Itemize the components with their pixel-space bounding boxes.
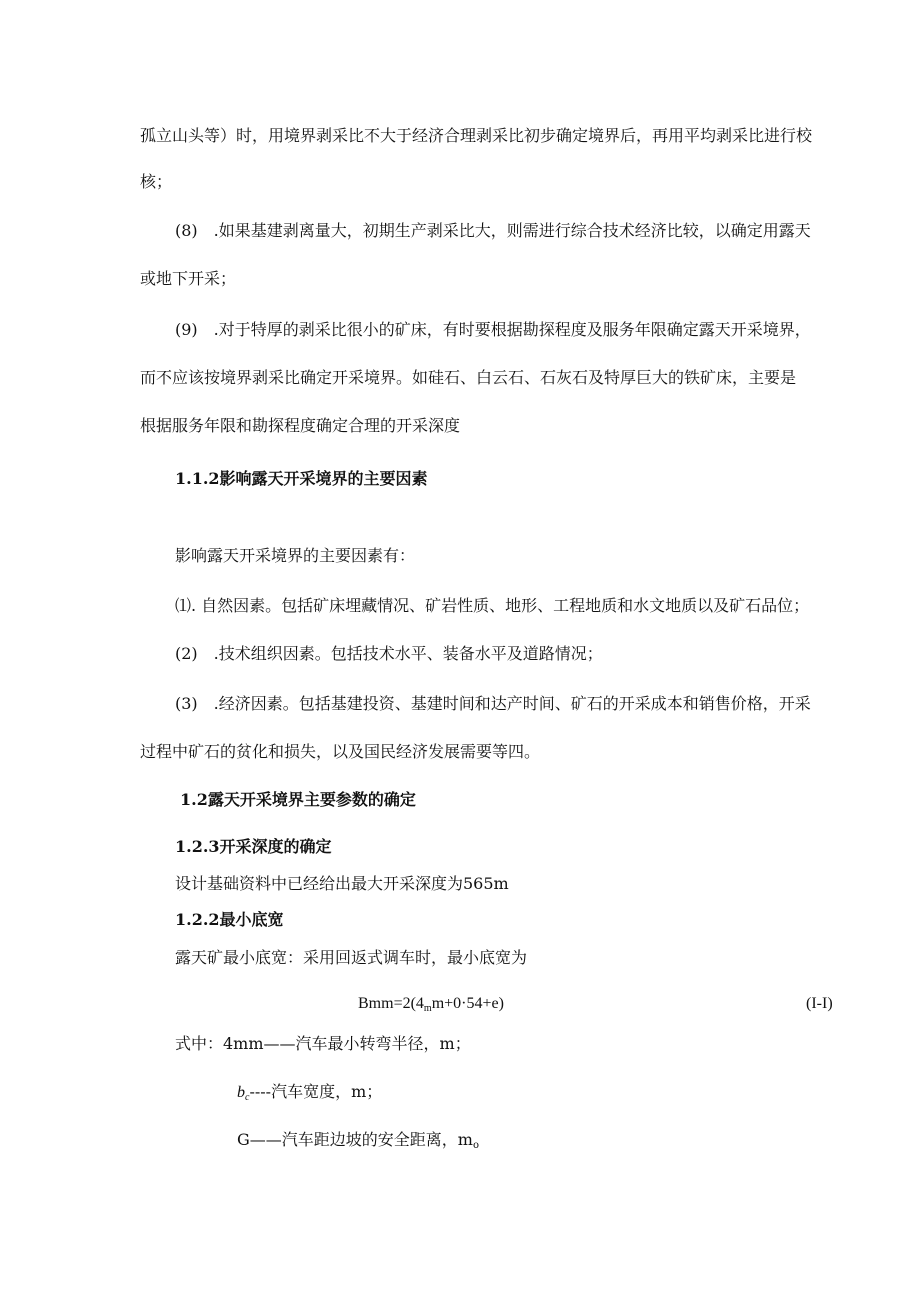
formula-number: (I-I) [806, 995, 833, 1012]
formula-part: m+0·54+e) [431, 995, 504, 1012]
section-heading-1-2-2: 1.2.2最小底宽 [175, 910, 284, 929]
paragraph-line: 孤立山头等）时，用境界剥采比不大于经济合理剥采比初步确定境界后，再用平均剥采比进行校 [140, 126, 813, 145]
paragraph-line: 核； [140, 172, 173, 191]
formula-subscript: m [423, 1003, 432, 1014]
formula [358, 993, 504, 1020]
list-item-8-line: (8) .如果基建剥离量大，初期生产剥采比大，则需进行综合技术经济比较，以确定用露天 [175, 221, 811, 240]
where-text: G——汽车距边坡的安全距离，m [237, 1130, 473, 1149]
symbol-b: b [237, 1084, 245, 1101]
symbol-subscript: c [245, 1092, 250, 1103]
factor-item-1: ⑴. 自然因素。包括矿床埋藏情况、矿岩性质、地形、工程地质和水文地质以及矿石品位； [175, 596, 810, 615]
where-text: ----汽车宽度，m； [249, 1082, 383, 1101]
factor-item-3-line: (3) .经济因素。包括基建投资、基建时间和达产时间、矿石的开采成本和销售价格，开采 [175, 694, 811, 713]
factor-item-2: (2) .技术组织因素。包括技术水平、装备水平及道路情况； [175, 644, 603, 663]
factor-item-3-line: 过程中矿石的贫化和损失，以及国民经济发展需要等四。 [140, 742, 541, 761]
symbol-subscript: o [472, 1140, 479, 1151]
where-line: 式中：4mm——汽车最小转弯半径，m； [175, 1034, 471, 1053]
paragraph-line: 露天矿最小底宽：采用回返式调车时，最小底宽为 [175, 948, 528, 967]
paragraph-line: 设计基础资料中已经给出最大开采深度为565m [175, 874, 509, 893]
section-heading-1-2: 1.2露天开采境界主要参数的确定 [180, 790, 416, 809]
paragraph-line: 影响露天开采境界的主要因素有： [175, 546, 416, 565]
list-item-9-line: 根据服务年限和勘探程度确定合理的开采深度 [140, 416, 461, 435]
section-heading-1-2-3: 1.2.3开采深度的确定 [175, 837, 332, 856]
list-item-8-line: 或地下开采； [140, 269, 237, 288]
list-item-9-line: 而不应该按境界剥采比确定开采境界。如硅石、白云石、石灰石及特厚巨大的铁矿床，主要是 [140, 368, 797, 387]
formula-part: Bmm=2(4 [358, 995, 424, 1012]
where-g-line [237, 1129, 479, 1157]
section-heading-1-1-2: 1.1.2影响露天开采境界的主要因素 [175, 469, 428, 488]
list-item-9-line: (9) .对于特厚的剥采比很小的矿床，有时要根据勘探程度及服务年限确定露天开采境界， [175, 320, 811, 339]
where-bc-line [237, 1081, 382, 1109]
